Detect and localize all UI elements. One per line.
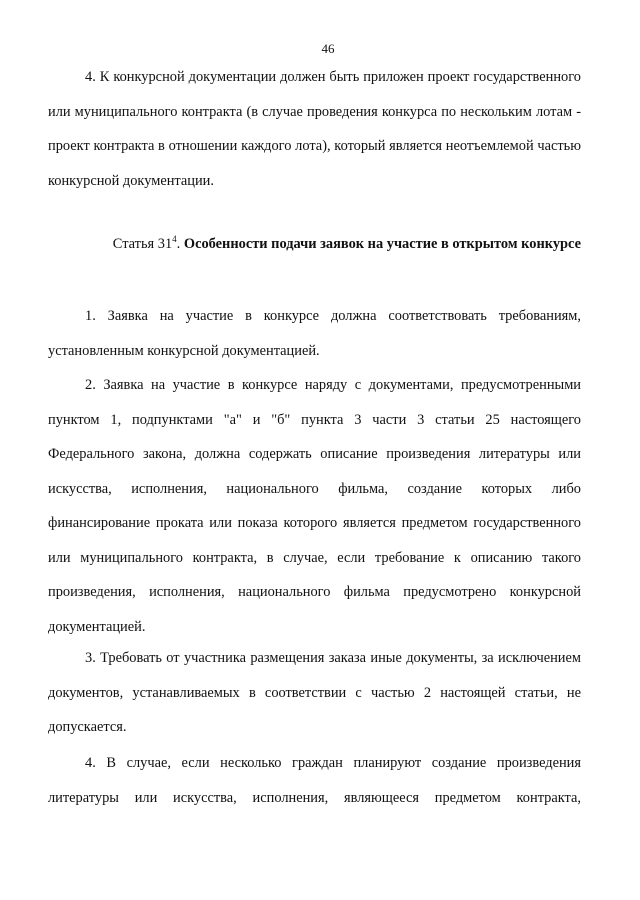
article-heading (48, 229, 581, 259)
article-title: Особенности подачи заявок на участие в открытом конкурсе (183, 236, 581, 252)
paragraph-1: 1. Заявка на участие в конкурсе должна соответствовать требованиям, установленным конкурсной документацией. (48, 308, 581, 359)
page-number: 46 (321, 41, 335, 56)
paragraph-2: 2. Заявка на участие в конкурсе наряду с документами, предусмотренными пунктом 1, подпунктами "а" и "б" пункта 3 части 3 статьи 25 настоящего Федерального закона, должна содержать описание произведения литературы или искусства, исполнения, национального фильма, создание которых либо финансирование проката или показа которого является предметом государственного или муниципального контракта, в случае, если требование к описанию такого произведения, исполнения, национального фильма предусмотрено конкурсной документацией. (48, 377, 581, 635)
article-prefix: Статья 31 (112, 236, 173, 252)
article-superscript: 4 (172, 234, 177, 245)
paragraph-prev-4: 4. К конкурсной документации должен быть приложен проект государственного или муниципального контракта (в случае проведения конкурса по нескольким лотам - проект контракта в отношении каждого лота), который является неотъемлемой частью конкурсной документации. (48, 69, 581, 189)
paragraph-3: 3. Требовать от участника размещения заказа иные документы, за исключением документов, устанавливаемых в соответствии с частью 2 настоящей статьи, не допускается. (48, 650, 581, 735)
paragraph-4: 4. В случае, если несколько граждан планируют создание произведения литературы или искусства, исполнения, являющееся предметом контракта, (48, 755, 581, 806)
article-dot: . (176, 236, 181, 252)
